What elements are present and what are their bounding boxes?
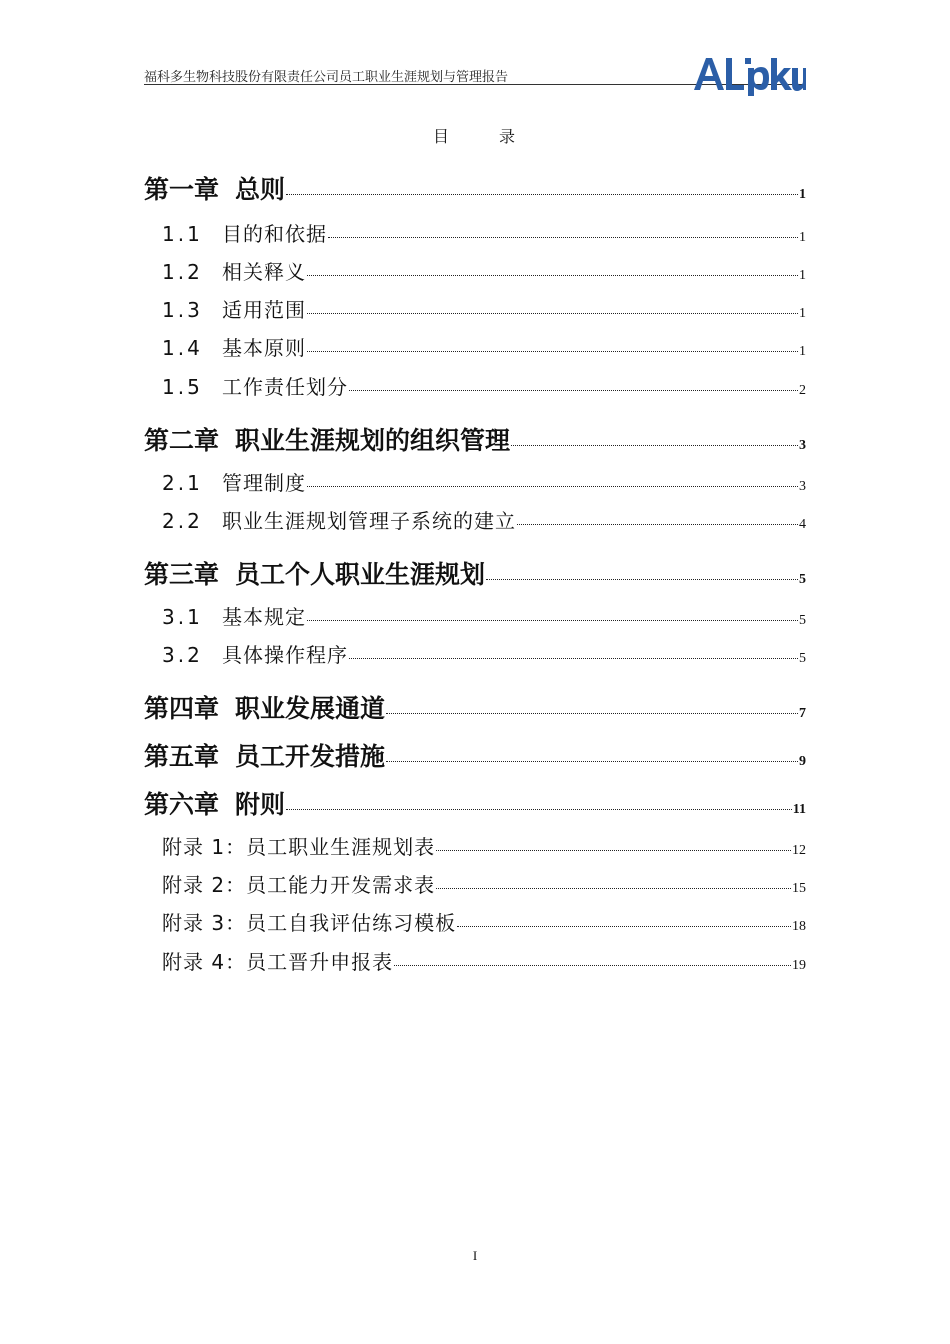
chapter-title: 附则 (235, 790, 286, 819)
section-number: 3.2 (162, 643, 203, 667)
dot-leader (307, 275, 798, 276)
toc-page-number: 1 (799, 344, 806, 359)
section-title: 相关释义 (222, 260, 306, 284)
chapter-title: 职业生涯规划的组织管理 (235, 426, 511, 455)
page-number: I (472, 1248, 478, 1263)
toc-entry-label (144, 555, 485, 591)
toc-page-number: 7 (799, 706, 806, 721)
section-number: 1.3 (162, 298, 203, 322)
toc-page-number: 1 (799, 268, 806, 283)
toc-page-number: 1 (799, 306, 806, 321)
toc-page-number: 18 (792, 919, 806, 934)
appendix-title: 附录 3：员工自我评估练习模板 (162, 911, 457, 935)
dot-leader (307, 313, 798, 314)
section-title: 具体操作程序 (222, 643, 348, 667)
chapter-number: 第六章 (144, 790, 220, 819)
dot-leader (307, 486, 798, 487)
toc-entry-label (144, 170, 285, 206)
dot-leader (307, 351, 798, 352)
toc-entry-section[interactable] (144, 467, 806, 496)
chapter-title: 员工个人职业生涯规划 (235, 560, 486, 589)
dot-leader (511, 445, 798, 446)
chapter-number: 第四章 (144, 694, 220, 723)
dot-leader (386, 761, 798, 762)
toc-page-number: 15 (792, 881, 806, 896)
section-number: 2.2 (162, 509, 203, 533)
dot-leader (349, 658, 798, 659)
toc-page-number: 2 (799, 383, 806, 398)
section-number: 2.1 (162, 471, 203, 495)
toc-entry-label (162, 294, 306, 323)
header-title: 福科多生物科技股份有限责任公司员工职业生涯规划与管理报告 (144, 70, 509, 85)
chapter-number: 第三章 (144, 560, 220, 589)
toc-entry-chapter[interactable] (144, 785, 806, 821)
toc-entry-label (144, 737, 385, 773)
dot-leader (517, 524, 798, 525)
toc-entry-section[interactable] (144, 639, 806, 668)
toc-page-number: 11 (792, 802, 806, 817)
dot-leader (307, 620, 798, 621)
toc-entry-appendix[interactable] (144, 907, 806, 936)
chapter-title: 员工开发措施 (235, 742, 386, 771)
toc-page-number: 5 (799, 572, 806, 587)
dot-leader (457, 926, 791, 927)
section-title: 基本原则 (222, 336, 306, 360)
chapter-number: 第一章 (144, 175, 220, 204)
dot-leader (286, 809, 792, 810)
dot-leader (394, 965, 791, 966)
toc-entry-chapter[interactable] (144, 421, 806, 457)
toc-page-number: 3 (799, 438, 806, 453)
toc-entry-chapter[interactable] (144, 170, 806, 206)
chapter-number: 第二章 (144, 426, 220, 455)
toc-page-number: 1 (799, 230, 806, 245)
toc-entry-label (162, 218, 327, 247)
dot-leader (328, 237, 798, 238)
dot-leader (436, 850, 791, 851)
section-number: 1.5 (162, 375, 203, 399)
toc-entry-label (144, 421, 510, 457)
appendix-title: 附录 4：员工晋升申报表 (162, 950, 394, 974)
toc-entry-section[interactable] (144, 256, 806, 285)
toc-entry-chapter[interactable] (144, 689, 806, 725)
toc-entry-appendix[interactable] (144, 831, 806, 860)
section-number: 1.4 (162, 336, 203, 360)
chapter-title: 职业发展通道 (235, 694, 386, 723)
toc-entry-label (144, 689, 385, 725)
dot-leader (436, 888, 791, 889)
toc-title-left: 目 (432, 127, 451, 146)
dot-leader (486, 579, 798, 580)
section-title: 目的和依据 (222, 222, 327, 246)
section-title: 工作责任划分 (222, 375, 348, 399)
section-title: 适用范围 (222, 298, 306, 322)
section-number: 3.1 (162, 605, 203, 629)
toc-entry-label (162, 601, 306, 630)
chapter-number: 第五章 (144, 742, 220, 771)
toc-page-number: 19 (792, 958, 806, 973)
toc-entry-section[interactable] (144, 505, 806, 534)
toc-page-number: 9 (799, 754, 806, 769)
toc-entry-section[interactable] (144, 601, 806, 630)
toc-entry-label (162, 371, 348, 400)
section-number: 1.1 (162, 222, 203, 246)
appendix-title: 附录 1：员工职业生涯规划表 (162, 835, 436, 859)
dot-leader (386, 713, 798, 714)
toc-entry-label (162, 505, 516, 534)
dot-leader (286, 194, 798, 195)
toc-entry-label (162, 639, 348, 668)
toc-page-number: 12 (792, 843, 806, 858)
section-number: 1.2 (162, 260, 203, 284)
toc-page-number: 3 (799, 479, 806, 494)
toc-entry-section[interactable] (144, 371, 806, 400)
toc-entry-section[interactable] (144, 332, 806, 361)
toc-page-number: 4 (799, 517, 806, 532)
toc-entry-label (144, 785, 285, 821)
page-header (144, 58, 806, 98)
toc-entry-label (162, 256, 306, 285)
toc-page-number: 5 (799, 613, 806, 628)
toc-page-number: 1 (799, 187, 806, 202)
toc-page-number: 5 (799, 651, 806, 666)
toc-entry-label (162, 467, 306, 496)
toc-title-right: 录 (499, 127, 518, 146)
toc-entry-chapter[interactable] (144, 555, 806, 591)
chapter-title: 总则 (235, 175, 286, 204)
company-logo (692, 54, 806, 96)
toc-entry-section[interactable] (144, 218, 806, 247)
toc-entry-appendix[interactable] (144, 946, 806, 975)
toc-entry-section[interactable] (144, 294, 806, 323)
toc-entry-appendix[interactable] (144, 869, 806, 898)
section-title: 职业生涯规划管理子系统的建立 (222, 509, 516, 533)
section-title: 基本规定 (222, 605, 306, 629)
toc-entry-label (162, 332, 306, 361)
section-title: 管理制度 (222, 471, 306, 495)
appendix-title: 附录 2：员工能力开发需求表 (162, 873, 436, 897)
dot-leader (349, 390, 798, 391)
toc-title (0, 124, 950, 147)
toc-entry-chapter[interactable] (144, 737, 806, 773)
